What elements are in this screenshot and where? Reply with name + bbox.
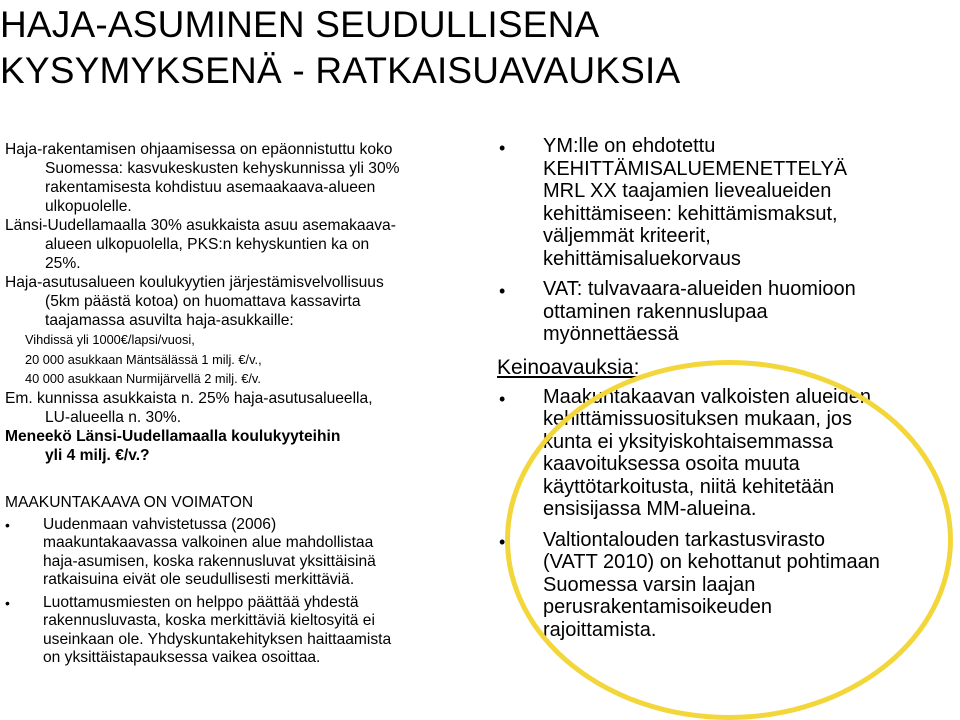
paragraph-haja-asutus-share — [5, 389, 460, 427]
text-line: kunta ei yksityiskohtaisemmassa — [543, 430, 834, 453]
text-line: Uudenmaan vahvistetussa (2006) — [43, 515, 277, 533]
text-line: Maakuntakaavan valkoisten alueiden — [543, 385, 871, 408]
text-line: 25%. — [45, 255, 81, 272]
bullet-icon: • — [5, 594, 10, 611]
text-line: alueen ulkopuolella, PKS:n kehyskuntien ka on — [45, 236, 370, 253]
bullet-icon: • — [499, 388, 506, 409]
text-line: on yksittäistapauksessa vaikea osoittaa. — [43, 649, 321, 666]
text-line: haja-asumisen, koska rakennusluvat yksittäisinä — [43, 552, 376, 570]
text-line: väljemmät kriteerit, — [543, 225, 711, 247]
text-line: Luottamusmiesten on helppo päättää yhdestä — [43, 593, 359, 611]
text-line: MRL XX taajamien lievealueiden — [543, 180, 832, 202]
text-line: rakennusluvasta, koska merkittäviä kieltosyitä ei — [43, 612, 375, 629]
text-line: 40 000 asukkaan Nurmijärvellä 2 milj. €/v. — [25, 371, 261, 386]
text-line: useinkaan ole. Yhdyskuntakehityksen haittaamista — [43, 630, 392, 648]
paragraph-question — [5, 427, 460, 465]
bullet-item — [497, 278, 957, 346]
text-line: ulkopuolelle. — [45, 198, 132, 215]
text-line: Haja-asutusalueen koulukyytien järjestämisvelvollisuus — [5, 274, 384, 291]
text-line: Meneekö Länsi-Uudellamaalla koulukyyteihin — [5, 427, 341, 445]
left-column — [5, 140, 460, 668]
text-line: Haja-rakentamisen ohjaamisessa on epäonnistuttu koko — [5, 141, 393, 158]
paragraph-lansi-uusimaa — [5, 216, 460, 273]
text-line: maakuntakaavassa valkoinen alue mahdollistaa — [43, 534, 374, 551]
text-line: LU-alueella n. 30%. — [45, 408, 182, 426]
text-line: ratkaisuina eivät ole seudullisesti merkittäviä. — [43, 571, 355, 588]
bullet-item — [497, 386, 957, 521]
bullet-icon: • — [499, 138, 506, 158]
right-column — [497, 135, 957, 641]
text-line: taajamassa asuvilta haja-asukkaille: — [45, 312, 294, 329]
text-line: Em. kunnissa asukkaista n. 25% haja-asutusalueella, — [5, 389, 373, 407]
text-line: (VATT 2010) on kehottanut pohtimaan — [543, 551, 880, 573]
text-line: ensisijassa MM-alueina. — [543, 498, 757, 520]
title-line-2: KYSYMYKSENÄ - RATKAISUAVAUKSIA — [0, 50, 681, 91]
text-line: Valtiontalouden tarkastusvirasto — [543, 528, 826, 551]
text-line: kehittämissuosituksen mukaan, jos — [543, 408, 853, 430]
text-line: Suomessa varsin laajan — [543, 573, 756, 596]
section-heading: MAAKUNTAKAAVA ON VOIMATON — [5, 493, 254, 511]
text-line: rajoittamista. — [543, 618, 657, 641]
bullet-icon: • — [499, 281, 506, 301]
bullet-item — [497, 529, 957, 642]
paragraph-koulukyydit — [5, 273, 460, 330]
text-line: 20 000 asukkaan Mäntsälässä 1 milj. €/v., — [25, 351, 262, 367]
text-line: rakentamisesta kohdistuu asemaakaava-alueen — [45, 179, 376, 196]
text-line: KEHITTÄMISALUEMENETTELYÄ — [543, 157, 848, 180]
bullet-item — [5, 594, 460, 668]
paragraph-hajarakentaminen — [5, 140, 460, 216]
text-line: Vihdissä yli 1000€/lapsi/vuosi, — [25, 332, 195, 347]
title-line-1: HAJA-ASUMINEN SEUDULLISENA — [0, 4, 600, 45]
text-line: myönnettäessä — [543, 323, 679, 345]
text-line: ottaminen rakennuslupaa — [543, 300, 768, 323]
text-line: VAT: tulvavaara-alueiden huomioon — [543, 278, 856, 300]
text-line: kehittämisaluekorvaus — [543, 247, 741, 270]
cost-examples — [5, 330, 460, 389]
text-line: käyttötarkoitusta, niitä kehitetään — [543, 475, 835, 498]
bullet-item — [5, 516, 460, 590]
section-heading: Keinoavauksia: — [497, 355, 640, 379]
text-line: Suomessa: kasvukeskusten kehyskunnissa yli 30% — [45, 160, 400, 177]
text-line: Länsi-Uudellamaalla 30% asukkaista asuu asemakaava- — [5, 217, 396, 234]
text-line: perusrakentamisoikeuden — [543, 596, 773, 618]
text-line: (5km päästä kotoa) on huomattava kassavirta — [45, 293, 361, 310]
text-line: yli 4 milj. €/v.? — [45, 446, 150, 464]
text-line: kaavoituksessa osoita muuta — [543, 453, 800, 475]
text-line: kehittämiseen: kehittämismaksut, — [543, 202, 838, 225]
slide-title — [0, 2, 680, 94]
bullet-icon: • — [5, 516, 10, 533]
text-line: YM:lle on ehdotettu — [543, 135, 716, 157]
bullet-item — [497, 135, 957, 270]
bullet-icon: • — [499, 531, 506, 552]
